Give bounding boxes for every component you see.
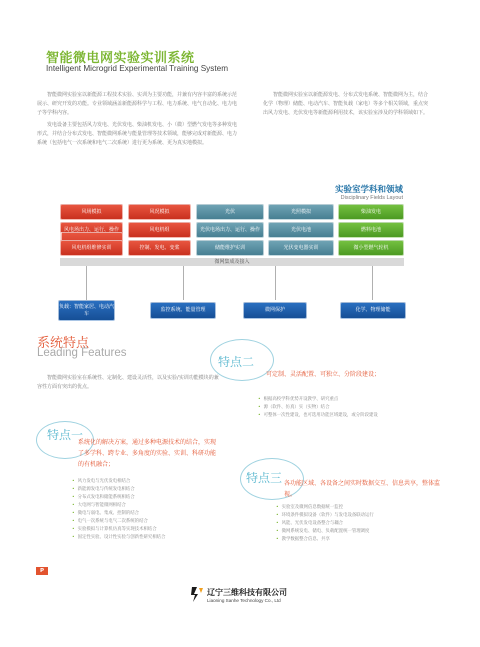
box-loads: 负载：智能家居、电动汽车	[58, 300, 115, 321]
field-control-pitch: 控制、发电、变桨	[128, 240, 191, 256]
feature-bullet: • 固定性实验、设计性实验与创新性研究相结合	[72, 534, 222, 542]
layout-section-subtitle: Disciplinary Fields Layout	[340, 195, 403, 201]
field-wind-turbine-maintenance: 风电机组维修实训	[60, 240, 123, 256]
point3-bullets	[276, 504, 446, 544]
field-pv-farm-output: 光伏电场出力、运行、操作	[196, 222, 264, 238]
feature-bullet: • 风力发电与光伏发电相结合	[72, 478, 222, 486]
field-wind-condition: 风况模拟	[128, 204, 191, 220]
feature-bullet: • 分布式发电和储能系统相结合	[72, 494, 222, 502]
intro-paragraph-3: 智能微网实验室以新能源发电、分布式发电系统、智能微网为主，结合化学（物理）储能、电动汽车、智能负载（家电）等多个相关领域，重点突出风力发电、光伏发电等新能源利用技术，该实验室涉及的学科领域如下。	[263, 92, 429, 116]
field-light-simulation: 光照模拟	[268, 204, 334, 220]
intro-paragraph-2: 发电设备主要包括风力发电、光伏发电、柴油机发电、小（微）型燃气发电等多种发电形式，并结合分布式发电、智能微网系统与能量管理等技术领域，能够完成对新能源、电力系统（包括电气一次系统和电气二次系统）进行更为系统、更为真实地模拟。	[37, 122, 238, 146]
point1-callout: 系统化的解决方案，通过多种电源技术的结合，实现了多学科、跨专业、多角度的实验、实训、科研功能的有机融合；	[78, 439, 217, 468]
intro-paragraph-1: 智能微网实验室以新能源工程技术实验、实训为主要功能，并兼有内容丰富的系统示范展示、研究开发的功能。专业领域涵盖新能源科学与工程、电力系统、电气自动化、电力电子等学科内容。	[37, 92, 238, 116]
feature-bullet: • 新能源发电与传统发电相结合	[72, 486, 222, 494]
feature-bullet: • 可整体一次性建设，也可选用功能区域建设，或分阶段建设	[258, 412, 453, 420]
field-pv-cell: 光伏电池	[268, 222, 334, 238]
features-intro: 智能微网实验室在系统性、定制化、建设灵活性，以及实验/实训功能模块的兼容性方面有突出的优点。	[37, 375, 219, 390]
point2-bullets	[258, 396, 453, 420]
feature-bullet: • 根据高校学科优势开设教学、研究重点	[258, 396, 453, 404]
connector-line	[183, 266, 184, 300]
features-title: 系统特点	[37, 336, 90, 351]
field-diesel-generation: 柴油发电	[338, 204, 404, 220]
feature-bullet: • 源（软件、仿真）实（实物）结合	[258, 404, 453, 412]
feature-bullet: • 实验室及微网信息数据统一监控	[276, 504, 446, 512]
page-number: P	[36, 567, 48, 575]
field-storage-maintenance: 储能维护实训	[196, 240, 264, 256]
field-wind-turbine: 风电机组	[128, 222, 191, 238]
feature-bullet: • 风能、光伏发电设备整合与耦合	[276, 520, 446, 528]
point1-bullets	[72, 478, 222, 542]
point3-label: 特点三	[246, 471, 283, 485]
feature-bullet: • 大电网与智能微网相结合	[72, 502, 222, 510]
connector-line	[372, 266, 373, 300]
box-energy-storage: 化学、物理储能	[340, 302, 406, 319]
feature-bullet: • 实验模拟与计算机仿真等实现技术相结合	[72, 526, 222, 534]
feature-bullet: • 电气一次系统与电气二次系统的结合	[72, 518, 222, 526]
company-name: 辽宁三维科技有限公司	[207, 588, 287, 597]
point1-label: 特点一	[47, 428, 84, 442]
features-subtitle: Leading Features	[37, 347, 127, 359]
connector-line	[86, 266, 87, 300]
box-monitoring: 监控系统、能量管理	[150, 302, 216, 319]
page-subtitle: Intelligent Microgrid Experimental Training System	[46, 64, 229, 73]
feature-bullet: • 微电与弱电、集成、控制的结合	[72, 510, 222, 518]
feature-bullet: • 微网系统发电、储电、负载配置统一管理调度	[276, 528, 446, 536]
box-microgrid-protection: 微网保护	[243, 302, 307, 319]
point2-callout: 可定制、灵活配置、可独立、分阶段建设；	[266, 371, 381, 378]
point3-callout: 各功能区域、各设备之间实时数据交互、信息共享，整体监视。	[284, 480, 441, 498]
field-wind-simulation: 风场模拟	[60, 204, 123, 220]
page-title: 智能微电网实验实训系统	[46, 51, 195, 66]
field-micro-gas-turbine: 微小型燃气轮机	[338, 240, 404, 256]
field-wind-farm-output: 风电场出力、运行、操作	[60, 222, 123, 238]
point2-label: 特点二	[218, 355, 255, 369]
company-logo-icon	[190, 585, 204, 603]
layout-section-title: 实验室学科和领域	[334, 185, 403, 195]
feature-bullet: • 教学数据整合信息、共享	[276, 536, 446, 544]
feature-bullet: • 环境条件模拟设备（软件）与发电设备联动运行	[276, 512, 446, 520]
field-pv-inverter-training: 光伏变电器实训	[268, 240, 334, 256]
company-name-en: Liaoning Sanhe Technology Co., Ltd	[207, 598, 281, 603]
connector-line	[275, 266, 276, 300]
microgrid-integration-bus: 微网集成及接入	[60, 258, 404, 266]
field-fuel-cell: 燃料电池	[338, 222, 404, 238]
field-photovoltaic: 光伏	[196, 204, 264, 220]
